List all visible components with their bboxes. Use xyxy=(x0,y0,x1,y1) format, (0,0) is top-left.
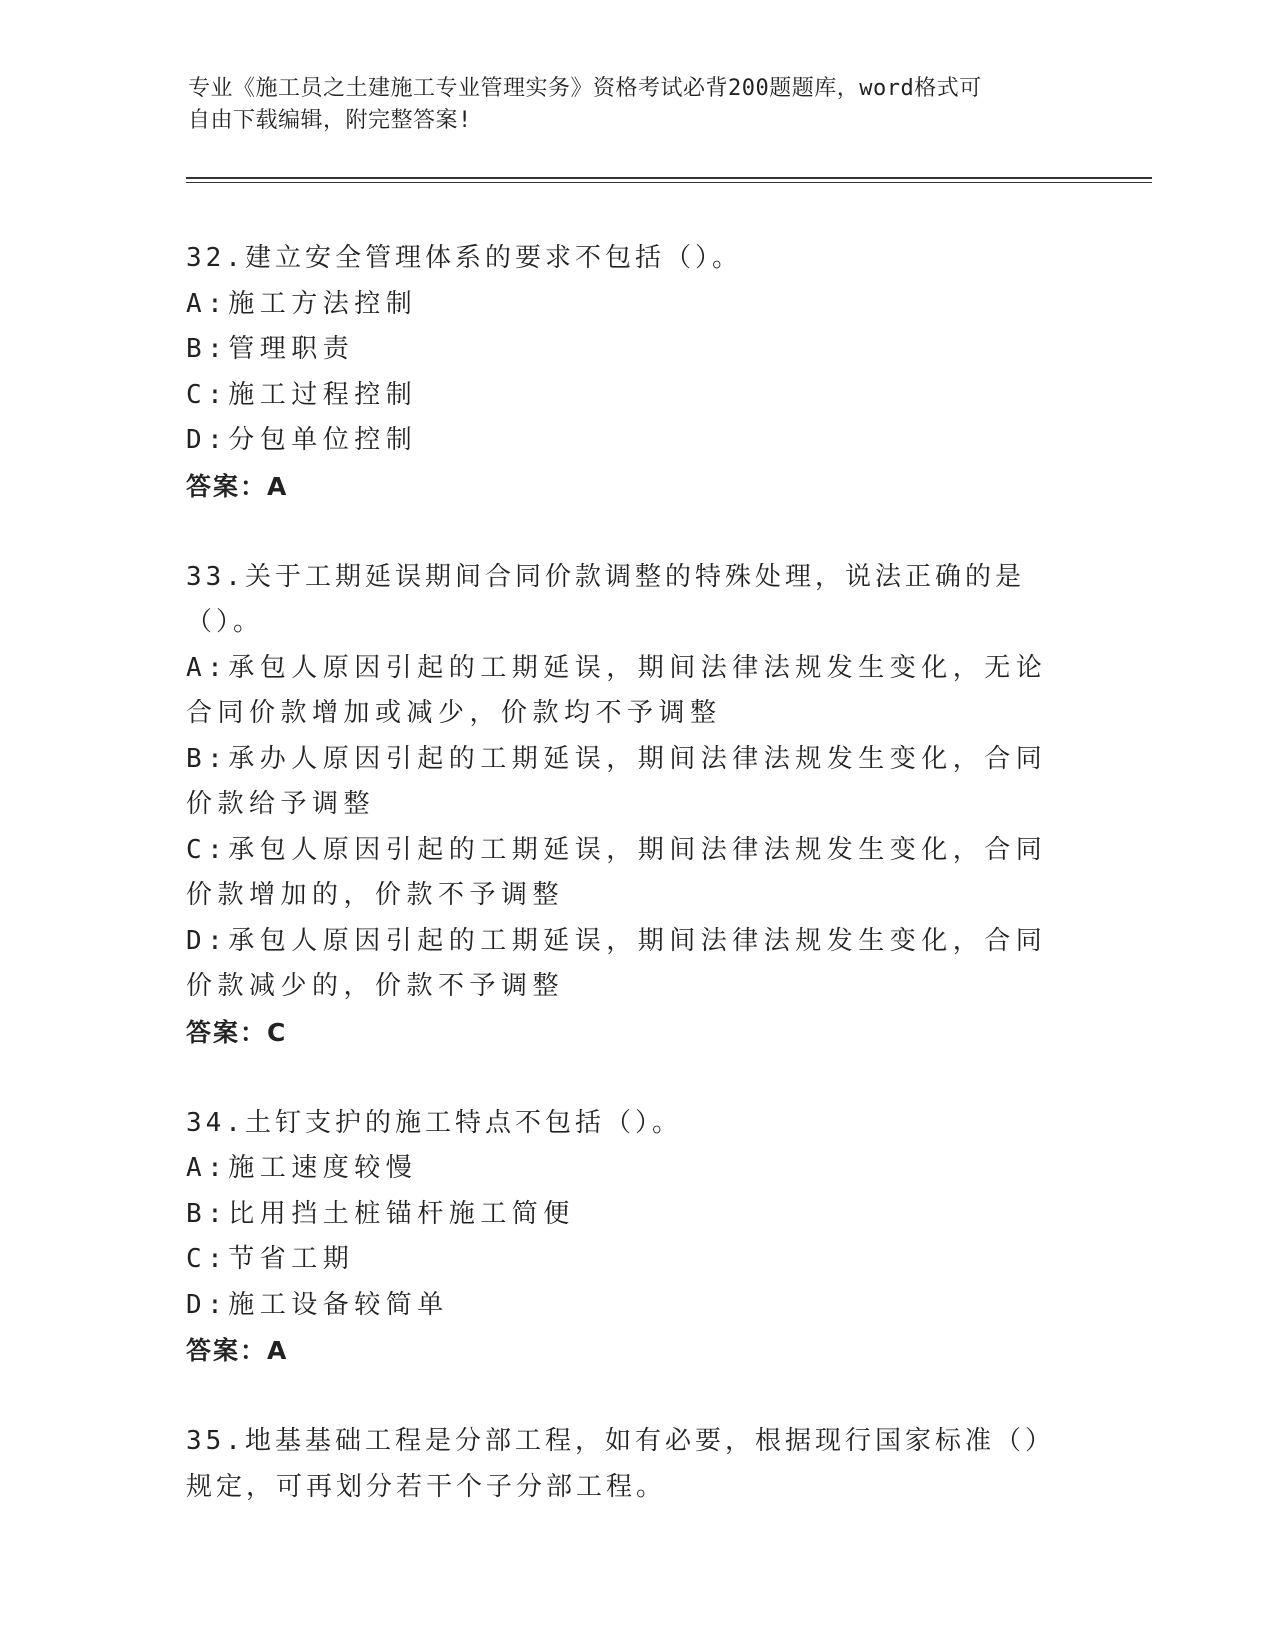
question-stem: 33.关于工期延误期间合同价款调整的特殊处理，说法正确的是（）。 xyxy=(186,561,1025,637)
option-d: D:承包人原因引起的工期延误，期间法律法规发生变化，合同价款减少的，价款不予调整 xyxy=(186,925,1048,1001)
option-b: B:比用挡土桩锚杆施工简便 xyxy=(186,1198,575,1229)
header-divider-thick xyxy=(186,177,1152,179)
option-a: A:施工速度较慢 xyxy=(186,1153,418,1183)
question-stem: 32.建立安全管理体系的要求不包括（）。 xyxy=(186,243,742,273)
header-line-2: 自由下载编辑，附完整答案! xyxy=(188,108,472,133)
document-header xyxy=(188,73,1068,137)
question-34 xyxy=(186,1101,1086,1374)
question-33 xyxy=(186,555,1086,1056)
option-c: C:承包人原因引起的工期延误，期间法律法规发生变化，合同价款增加的，价款不予调整 xyxy=(186,834,1048,910)
option-d: D:施工设备较简单 xyxy=(186,1289,449,1320)
question-stem: 35.地基基础工程是分部工程，如有必要，根据现行国家标准（）规定，可再划分若干个子分部工程。 xyxy=(186,1426,1055,1502)
option-c: C:施工过程控制 xyxy=(186,379,418,410)
option-a: A:承包人原因引起的工期延误，期间法律法规发生变化，无论合同价款增加或减少，价款均不予调整 xyxy=(186,652,1048,728)
question-stem: 34.土钉支护的施工特点不包括（）。 xyxy=(186,1107,682,1138)
option-b: B:管理职责 xyxy=(186,334,355,364)
answer: 答案：A xyxy=(186,471,289,501)
question-list xyxy=(186,236,1086,1556)
option-c: C:节省工期 xyxy=(186,1244,355,1274)
header-line-1: 专业《施工员之土建施工专业管理实务》资格考试必背200题题库，word格式可 xyxy=(188,76,982,101)
option-d: D:分包单位控制 xyxy=(186,425,418,455)
header-divider-thin xyxy=(186,182,1152,183)
question-35 xyxy=(186,1419,1086,1510)
question-32 xyxy=(186,236,1086,509)
answer: 答案：A xyxy=(186,1336,289,1365)
answer: 答案：C xyxy=(186,1017,288,1047)
option-b: B:承办人原因引起的工期延误，期间法律法规发生变化，合同价款给予调整 xyxy=(186,743,1048,819)
option-a: A:施工方法控制 xyxy=(186,288,418,319)
